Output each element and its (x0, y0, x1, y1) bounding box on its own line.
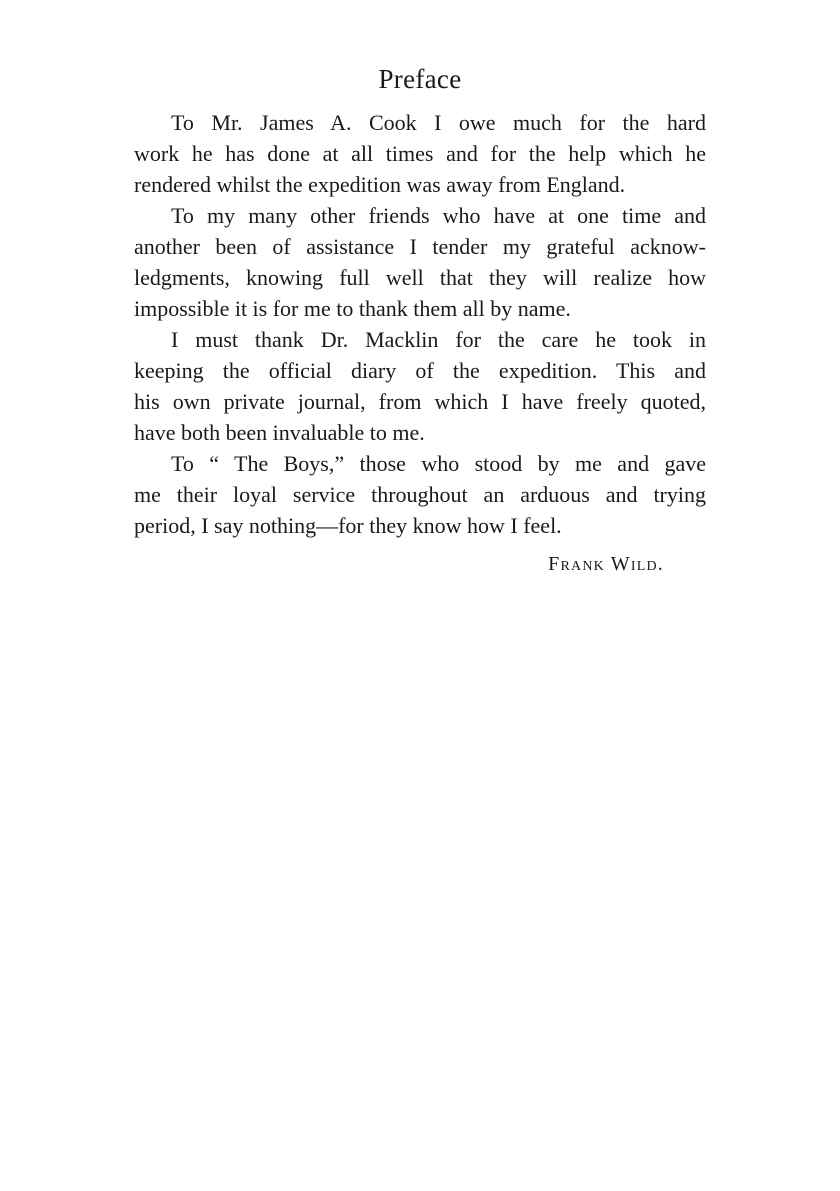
text-line: his own private journal, from which I have freely quoted, (134, 389, 706, 414)
text-line: To “ The Boys,” those who stood by me and gave (171, 451, 706, 476)
text-line: ledgments, knowing full well that they will realize how (134, 265, 706, 290)
page-title: Preface (378, 64, 462, 94)
text-line: To Mr. James A. Cook I owe much for the hard (171, 110, 706, 135)
text-line: To my many other friends who have at one time and (171, 203, 706, 228)
author-signature: Frank Wild. (548, 553, 664, 575)
paragraph (134, 448, 706, 541)
paragraph (134, 200, 706, 324)
preface-body (134, 107, 706, 541)
text-line: work he has done at all times and for the help which he (134, 141, 706, 166)
text-line: impossible it is for me to thank them all by name. (134, 296, 571, 321)
text-line: period, I say nothing—for they know how I feel. (134, 513, 562, 538)
paragraph (134, 324, 706, 448)
text-line: rendered whilst the expedition was away from England. (134, 172, 626, 197)
text-line: have both been invaluable to me. (134, 420, 425, 445)
text-line: me their loyal service throughout an arduous and trying (134, 482, 706, 507)
text-line: another been of assistance I tender my grateful acknow- (134, 234, 706, 259)
paragraph (134, 107, 706, 200)
text-line: I must thank Dr. Macklin for the care he took in (171, 327, 706, 352)
text-line: keeping the official diary of the expedition. This and (134, 358, 706, 383)
